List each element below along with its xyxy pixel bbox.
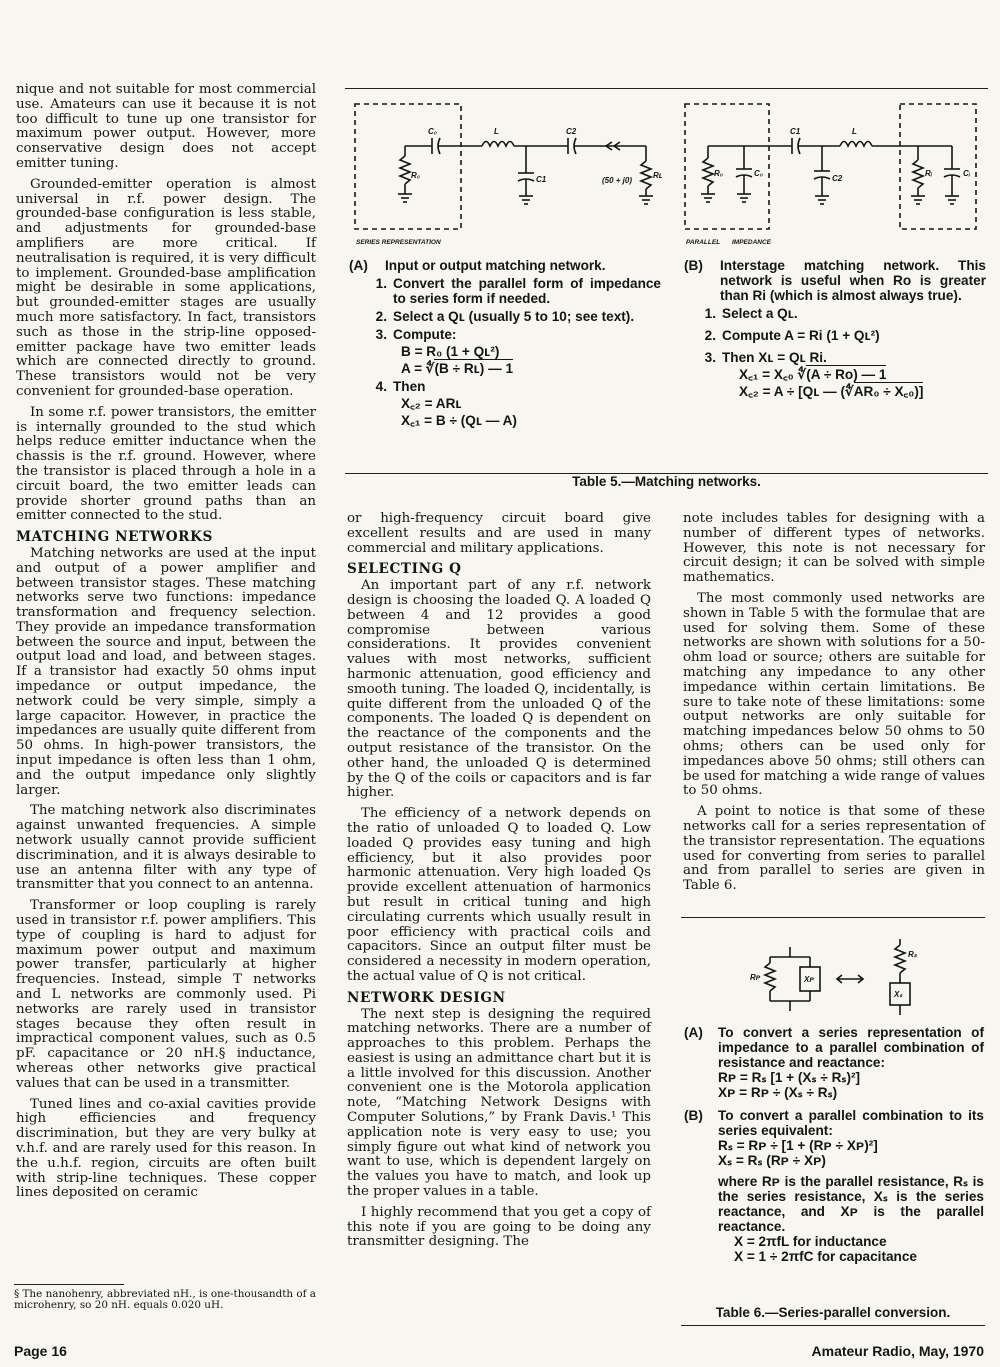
table-5-part-a [349,258,661,428]
equation: Xᴘ = Rᴘ ÷ (Xₛ ÷ Rₛ) [718,1085,838,1100]
label-xp: Xᴘ [804,975,814,984]
step-text: Select a Qʟ. [722,306,798,321]
label-c1: C1 [536,175,547,184]
step-number: 2. [375,309,387,324]
paragraph: Transformer or loop coupling is rarely used in transistor r.f. power amplifiers. This type of coupling is hard to adjust for maximum power output and maximum power transfer, particularly at higher frequencies. Instead, simple T networks and L networks are commonly used. Pi networks are rarely used in transistor stages because they often result in impractical component values, such as 0.5 pF. capacitance or 20 nH.§ inductance, whereas other networks give practical values that can be used in a transmitter. [16,898,316,1091]
part-heading: Input or output matching network. [385,258,606,273]
equation [349,361,661,376]
section-heading-selecting-q: SELECTING Q [347,561,462,578]
table-6-content [684,1025,984,1264]
paragraph: The efficiency of a network depends on the ratio of unloaded Q to loaded Q. Low loaded Q provides easy tuning and high efficiency, but it also provides poor harmonic attenuation. Very high loaded Qs provide excellent attenuation of harmonics but result in critical tuning and high circulating currents which usually result in poor efficiency with practical coils and capacitors. Since an output filter must be considered a necessity in modern operation, the actual value of Q is not critical. [347,806,651,984]
label-series-representation: SERIES REPRESENTATION [356,239,441,246]
paragraph: Matching networks are used at the input and output of a power amplifier and between transistor stages. These matching networks serve two functions: impedance transformation and frequency selection. They provide an impedance transformation between the source and input, between the output load and load, and between stages. If a transistor had exactly 50 ohms input impedance or output impedance, the network could be very simple, simply a large capacitor. However, in practice the impedances are usually quite different from 50 ohms. In high-power transistors, the input impedance is often less than 1 ohm, and the output impedance only slightly larger. [16,545,316,798]
step-text: Then [393,379,426,394]
part-tag: (A) [349,258,368,273]
step-text: Select a Qʟ (usually 5 to 10; see text). [393,309,635,324]
label-rs: Rₛ [908,950,917,959]
paragraph: or high-frequency circuit board give excellent results and are used in many commercial and military applications. [347,511,651,556]
part-text: To convert a parallel combination to its series equivalent: [718,1108,984,1138]
part-tag: (B) [684,1108,703,1123]
step-number: 1. [704,306,716,321]
paragraph: A point to notice is that some of these networks call for a series representation of the transistor representation. The equations used for converting from series to parallel and from parallel to series are given in Table 6. [683,804,985,894]
section-heading-network-design: NETWORK DESIGN [347,989,506,1006]
paragraph: The matching network also discriminates against unwanted frequencies. A simple network usually cannot provide sufficient discrimination, and it is always desirable to use an antenna filter with any type of transmitter that you connect to an antenna. [16,803,316,893]
page-number: Page 16 [14,1343,67,1359]
label-rp: Rᴘ [750,973,761,982]
schematic-interstage-network [680,96,985,248]
paragraph: In some r.f. power transistors, the emitter is internally grounded to the stud which helps reduce emitter inductance when the chassis is the r.f. ground. However, where the transistor is placed through a hole in a circuit board, the two emitter leads can provide shorter ground paths than an emitter connected to the stud. [16,404,316,524]
equation-radicand: AR₀ ÷ X꜀₀)] [853,384,924,399]
equation-part: X꜀₂ = A ÷ [Qʟ — (∜ [739,384,854,399]
publication-credit: Amateur Radio, May, 1970 [811,1343,984,1359]
equation: Rᴘ = Rₛ [1 + (Xₛ ÷ Rₛ)²] [718,1070,861,1085]
label-r0: R₀ [714,169,723,178]
equation: Rₛ = Rᴘ ÷ [1 + (Rᴘ ÷ Xᴘ)²] [718,1138,878,1153]
equation: B = R₀ (1 + Qʟ²) [401,344,500,359]
step-text: Then Xʟ = Qʟ Ri. [722,350,827,365]
table-5-caption: Table 5.—Matching networks. [572,474,761,489]
step-number: 4. [375,379,387,394]
step-number: 3. [375,327,387,342]
paragraph: I highly recommend that you get a copy of this note if you are going to be doing any transmitter designing. The [347,1204,651,1250]
equation [684,384,986,399]
label-ri: Rᵢ [925,169,933,178]
schematic-series-network [350,96,670,248]
label-load: (50 + j0) [602,176,633,185]
equation-radicand: (B ÷ Rʟ) — 1 [434,361,514,376]
equation-radicand: (A ÷ Ro) — 1 [806,367,887,382]
label-xs: Xₛ [894,990,903,999]
table-5-part-b [684,258,986,399]
paragraph: The most commonly used networks are shown in Table 5 with the formulae that are used for solving them. Some of these networks are shown with solutions for a 50-ohm load or source; others are suitable for matching any impedance to any other impedance within certain limitations. Be sure to take note of these limitations: some output networks are only suitable for matching impedances below 50 ohms to 50 ohms; others can be used only for impedances above 50 ohms; still others can be used for matching a wide range of values to 50 ohms. [683,590,985,799]
paragraph: nique and not suitable for most commercial use. Amateurs can use it because it is not too difficult to tune up one transistor for maximum power output. However, more conservative design does not accept emitter tuning. [16,82,316,171]
column-2 [347,512,651,1256]
label-c0: C₀ [754,169,763,178]
step-text: Convert the parallel form of impedance to series form if needed. [393,276,661,306]
paragraph: An important part of any r.f. network design is choosing the loaded Q. A loaded Q between 4 and 12 provides a good compromise between various considerations. It provides convenient values with most networks, sufficient harmonic attenuation, good efficiency and smooth tuning. The loaded Q, incidentally, is quite different from the unloaded Q of the components. The loaded Q is dependent on the reactance of the components and the output resistance of the transistor. On the other hand, the unloaded Q is determined by the Q of the coils or capacitors and is far higher. [347,578,651,801]
label-rl: Rʟ [653,171,663,180]
part-heading: Interstage matching network. This network is useful when Ro is greater than Ri (which is almost always true). [720,258,986,303]
step-text: Compute: [393,327,457,342]
paragraph: note includes tables for designing with a number of different types of networks. However, this note is not necessary for circuit design; it can be solved with simple mathematics. [683,511,985,586]
label-l: L [494,127,499,136]
section-heading-matching-networks: MATCHING NETWORKS [16,529,213,546]
part-tag: (B) [684,258,703,273]
footnote-rule [14,1284,124,1285]
equation: X꜀₁ = B ÷ (Qʟ — A) [401,413,517,428]
equation-part: A = ∜ [401,361,435,376]
label-parallel: PARALLEL [686,239,721,246]
equation [684,367,986,382]
part-text: To convert a series representation of impedance to a parallel combination of resistance and reactance: [718,1025,984,1070]
paragraph: Tuned lines and co-axial cavities provide high efficiencies and frequency discrimination, but they are very bulky at v.h.f. and are rarely used for this reason. In the u.h.f. region, circuits are often built with strip-line techniques. These copper lines deposited on ceramic [16,1096,316,1201]
label-ci: Cᵢ [963,169,971,178]
step-number: 2. [704,328,716,343]
equation: X꜀₂ = ARʟ [401,396,462,411]
schematic-series-parallel [745,935,945,1020]
label-r0: R₀ [411,171,420,180]
label-l: L [852,127,857,136]
label-c0: C₀ [428,127,437,136]
paragraph: Grounded-emitter operation is almost universal in r.f. power design. The grounded-base configuration is less stable, and adjustments for grounded-base amplifiers are more critical. If neutralisation is required, it is very difficult to implement. Grounded-base amplification might be desirable in some applications, but grounded-emitter stages are usually much more satisfactory. In fact, transistors such as those in the strip-line opposed-emitter package have two emitter leads which are connected directly to ground. These transistors would not be very convenient for grounded-base operation. [16,176,316,399]
label-impedance: IMPEDANCE [732,239,772,246]
label-c1: C1 [790,127,801,136]
label-c2: C2 [566,127,577,136]
formula-inductance: X = 2πfL for inductance [734,1234,887,1249]
equation-part: X꜀₁ = X꜀₀ ∜ [739,367,807,382]
column-1 [16,83,316,1207]
paragraph: The next step is designing the required matching networks. There are a number of approaches to this problem. Perhaps the easiest is using an admittance chart but it is a little involved for this discussion. Another convenient one is the Motorola application note, “Matching Network Designs with Computer Solutions,” by Frank Davis.¹ This application note is very easy to use; you simply figure out what kind of network you want to use, which is dependent largely on the values you have to match, and look up the proper values in a table. [347,1006,651,1200]
step-number: 3. [704,350,716,365]
label-c2: C2 [832,174,843,183]
part-tag: (A) [684,1025,703,1040]
table-6-caption: Table 6.—Series-parallel conversion. [715,1305,951,1320]
column-3 [683,512,985,900]
step-text: Compute A = Ri (1 + Qʟ²) [722,328,880,343]
step-number: 1. [375,276,387,291]
formula-capacitance: X = 1 ÷ 2πfC for capacitance [734,1249,917,1264]
footnote: § The nanohenry, abbreviated nH., is one-thousandth of a microhenry, so 20 nH. equals 0.020 uH. [14,1288,316,1312]
equation: Xₛ = Rₛ (Rᴘ ÷ Xᴘ) [718,1153,826,1168]
definition-text: where Rᴘ is the parallel resistance, Rₛ is the series resistance, Xₛ is the series reactance, and Xᴘ is the parallel reactance. [718,1174,984,1234]
